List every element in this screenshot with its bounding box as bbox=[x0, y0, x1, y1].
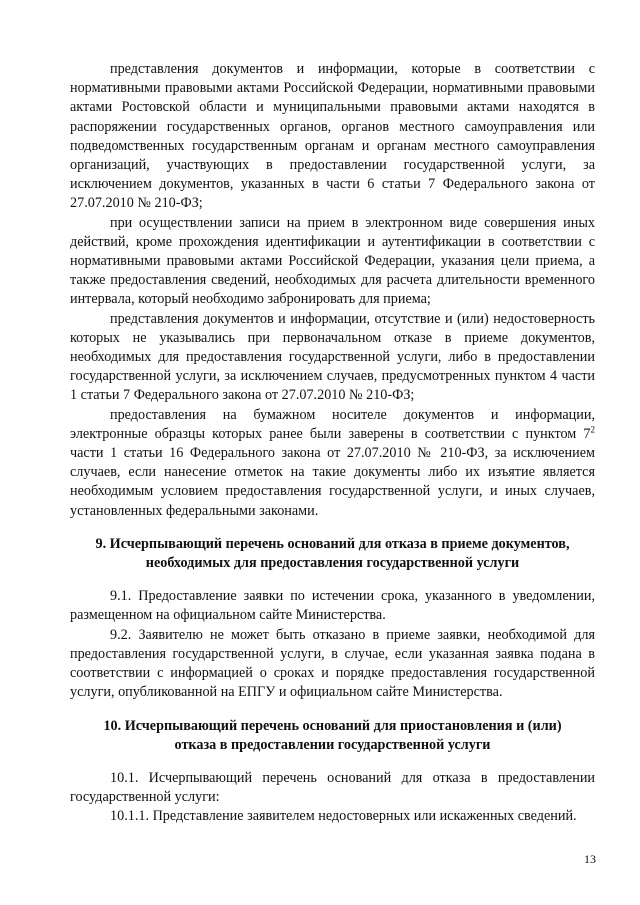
document-body bbox=[70, 60, 595, 827]
paragraph-10-1-1: 10.1.1. Представление заявителем недостоверных или искаженных сведений. bbox=[110, 808, 577, 825]
paragraph-electronic-appointment: при осуществлении записи на прием в электронном виде совершения иных действий, кроме прохождения идентификации и аутентификации в соответствии с нормативными правовыми актами Российской Федерации, указания цели приема, а также предоставления сведений, необходимых для расчета длительности временного интервала, который необходимо забронировать для приема; bbox=[70, 214, 595, 308]
section-9-heading-line-1: 9. Исчерпывающий перечень оснований для отказа в приеме документов, bbox=[95, 535, 570, 552]
paragraph-missing-documents: представления документов и информации, отсутствие и (или) недостоверность которых не указывались при первоначальном отказе в приеме документов, необходимых для предоставления государственной услуги, либо в предоставлении государственной услуги, за исключением случаев, предусмотренных пунктом 4 части 1 статьи 7 Федерального закона от 27.07.2010 № 210-ФЗ; bbox=[70, 310, 595, 404]
spacer bbox=[70, 573, 595, 587]
paragraph-paper-documents-text: предоставления на бумажном носителе документов и информации, электронные образцы которых ранее были заверены в соответствии с пунктом 7 bbox=[70, 406, 595, 442]
paragraph-paper-documents-text-end: части 1 статьи 16 Федерального закона от 27.07.2010 № 210-ФЗ, за исключением случаев, если нанесение отметок на такие документы либо их изъятие является необходимым условием предоставления государственной услуги, и иных случаев, установленных федеральными законами. bbox=[70, 445, 595, 519]
spacer bbox=[70, 703, 595, 717]
section-10-heading-line-2: отказа в предоставлении государственной услуги bbox=[174, 736, 491, 753]
page-number: 13 bbox=[584, 852, 596, 866]
paragraph-paper-documents bbox=[70, 406, 595, 521]
paragraph-9-1: 9.1. Предоставление заявки по истечении срока, указанного в уведомлении, размещенном на официальном сайте Министерства. bbox=[70, 588, 595, 624]
section-9-heading bbox=[70, 535, 595, 573]
section-9-heading-line-2: необходимых для предоставления государственной услуги bbox=[145, 555, 520, 572]
section-10-heading-line-1: 10. Исчерпывающий перечень оснований для приостановления и (или) bbox=[103, 717, 562, 734]
paragraph-10-1: 10.1. Исчерпывающий перечень оснований для отказа в предоставлении государственной услуги: bbox=[70, 769, 595, 806]
superscript-2: 2 bbox=[590, 424, 595, 435]
section-10-heading bbox=[70, 717, 595, 755]
paragraph-documents-in-possession: представления документов и информации, которые в соответствии с нормативными правовыми актами Российской Федерации, нормативными правовыми актами Ростовской области и муниципальными правовыми актами находятся в распоряжении государственных органов, органов местного самоуправления или подведомственных государственным органам и органам местного самоуправления организаций, участвующих в предоставлении государственной услуги, за исключением документов, указанных в части 6 статьи 7 Федерального закона от 27.07.2010 № 210-ФЗ; bbox=[70, 61, 595, 212]
spacer bbox=[70, 755, 595, 769]
paragraph-9-2: 9.2. Заявителю не может быть отказано в приеме заявки, необходимой для предоставления государственной услуги, в случае, если указанная заявка подана в соответствии с информацией о сроках и порядке предоставления государственной услуги, опубликованной на ЕПГУ и официальном сайте Министерства. bbox=[70, 626, 595, 701]
spacer bbox=[70, 521, 595, 535]
